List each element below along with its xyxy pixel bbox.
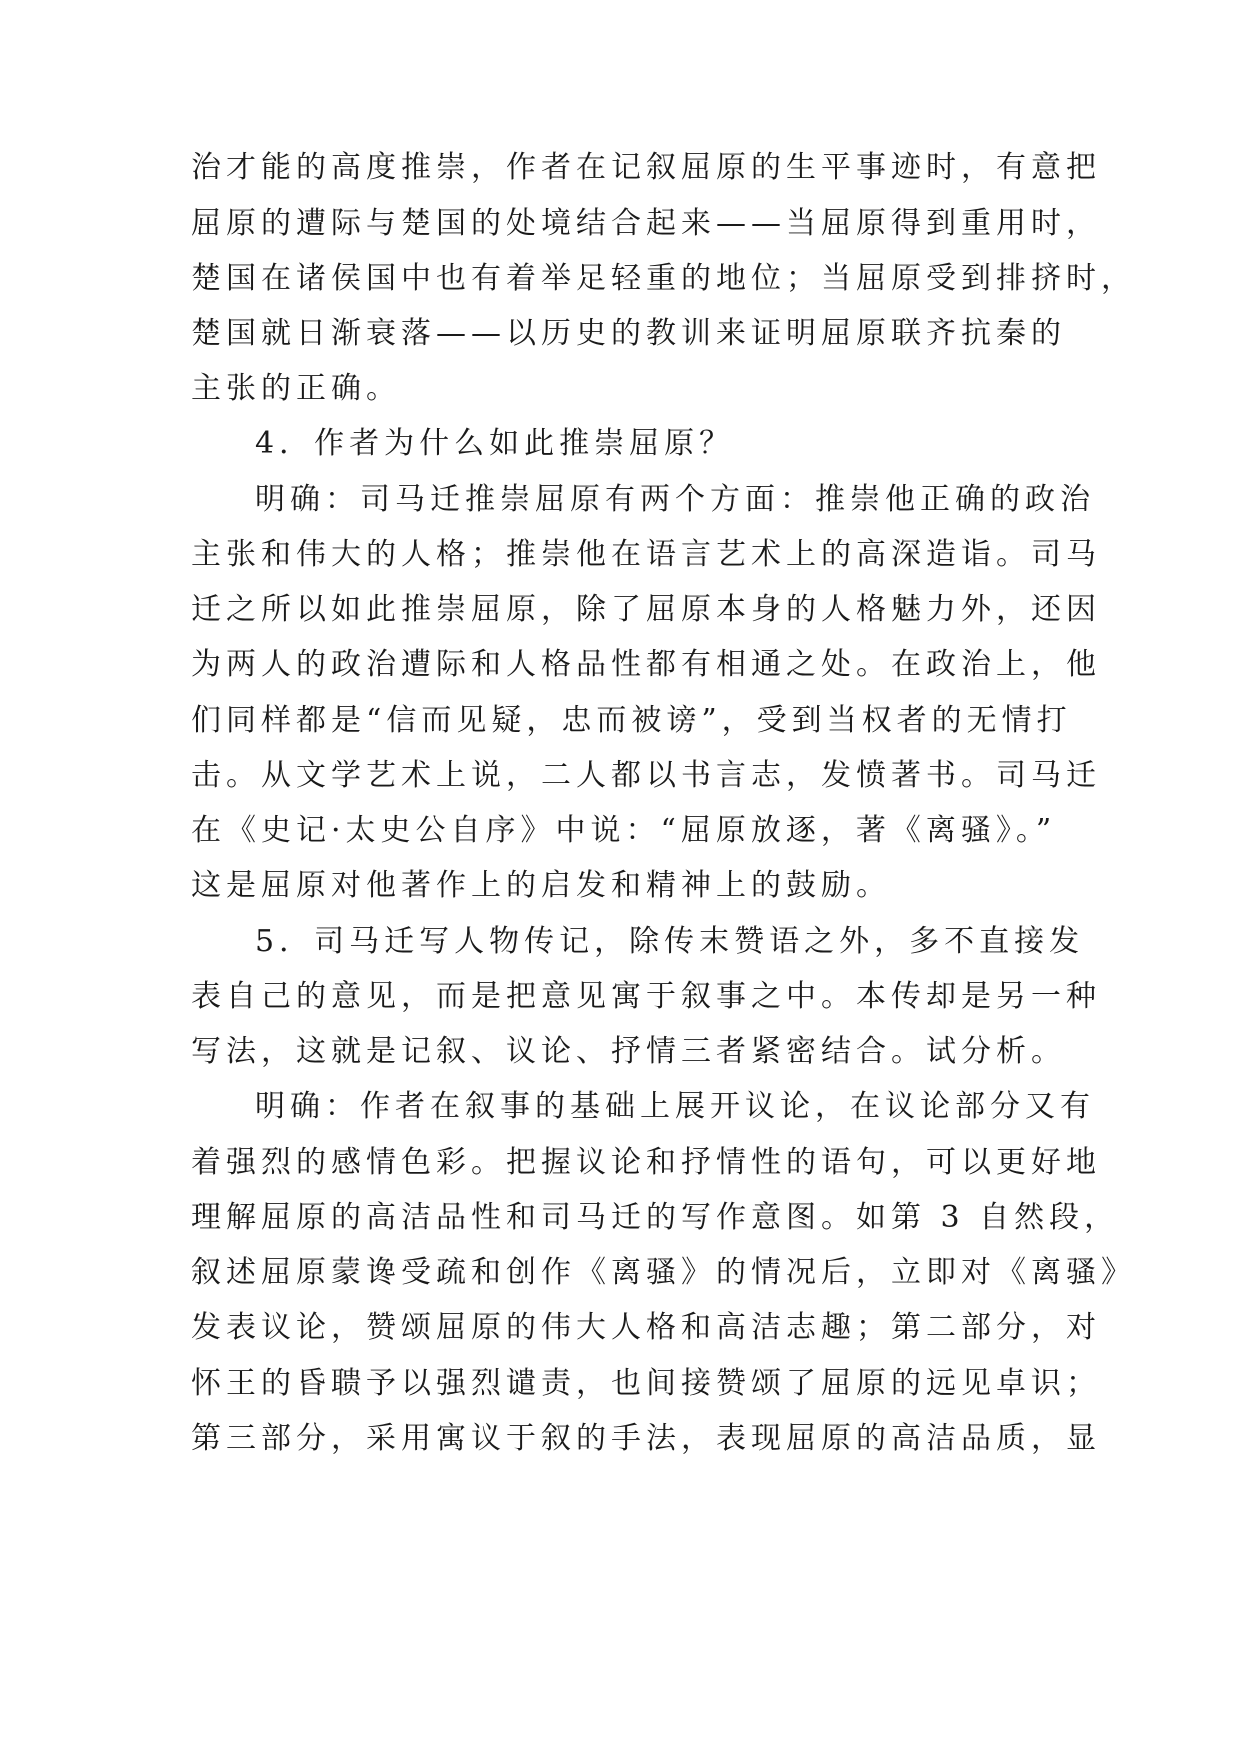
text-line: 屈原的遭际与楚国的处境结合起来——当屈原得到重用时，: [191, 206, 1101, 241]
text-line: 在《史记·太史公自序》中说：“屈原放逐，著《离骚》。”: [191, 813, 1057, 848]
answer-start: 明确：司马迁推崇屈原有两个方面：推崇他正确的政治: [255, 482, 1095, 517]
text-line: 楚国在诸侯国中也有着举足轻重的地位；当屈原受到排挤时，: [191, 261, 1136, 296]
answer-start: 明确：作者在叙事的基础上展开议论，在议论部分又有: [255, 1089, 1095, 1124]
text-line: 治才能的高度推崇，作者在记叙屈原的生平事迹时，有意把: [191, 150, 1101, 185]
text-line: 迁之所以如此推崇屈原，除了屈原本身的人格魅力外，还因: [191, 592, 1101, 627]
text-line: 这是屈原对他著作上的启发和精神上的鼓励。: [191, 868, 891, 903]
text-line: 主张的正确。: [191, 371, 401, 406]
text-line: 写法，这就是记叙、议论、抒情三者紧密结合。试分析。: [191, 1034, 1066, 1069]
text-line: 表自己的意见，而是把意见寓于叙事之中。本传却是另一种: [191, 979, 1101, 1014]
text-line: 为两人的政治遭际和人格品性都有相通之处。在政治上，他: [191, 647, 1101, 682]
text-line: 击。从文学艺术上说，二人都以书言志，发愤著书。司马迁: [191, 758, 1101, 793]
text-line: 第三部分，采用寓议于叙的手法，表现屈原的高洁品质，显: [191, 1421, 1101, 1456]
question-heading: 4．作者为什么如此推崇屈原？: [255, 426, 735, 461]
text-line: 叙述屈原蒙谗受疏和创作《离骚》的情况后，立即对《离骚》: [191, 1255, 1136, 1290]
text-line: 怀王的昏聩予以强烈谴责，也间接赞颂了屈原的远见卓识；: [191, 1366, 1101, 1401]
text-line: 们同样都是“信而见疑，忠而被谤”，受到当权者的无情打: [191, 703, 1072, 738]
text-line: 着强烈的感情色彩。把握议论和抒情性的语句，可以更好地: [191, 1145, 1101, 1180]
question-heading: 5．司马迁写人物传记，除传末赞语之外，多不直接发: [255, 924, 1085, 959]
text-line: 主张和伟大的人格；推崇他在语言艺术上的高深造诣。司马: [191, 537, 1101, 572]
text-line: 理解屈原的高洁品性和司马迁的写作意图。如第 3 自然段，: [191, 1200, 1120, 1235]
text-line: 发表议论，赞颂屈原的伟大人格和高洁志趣；第二部分，对: [191, 1310, 1101, 1345]
text-line: 楚国就日渐衰落——以历史的教训来证明屈原联齐抗秦的: [191, 316, 1066, 351]
